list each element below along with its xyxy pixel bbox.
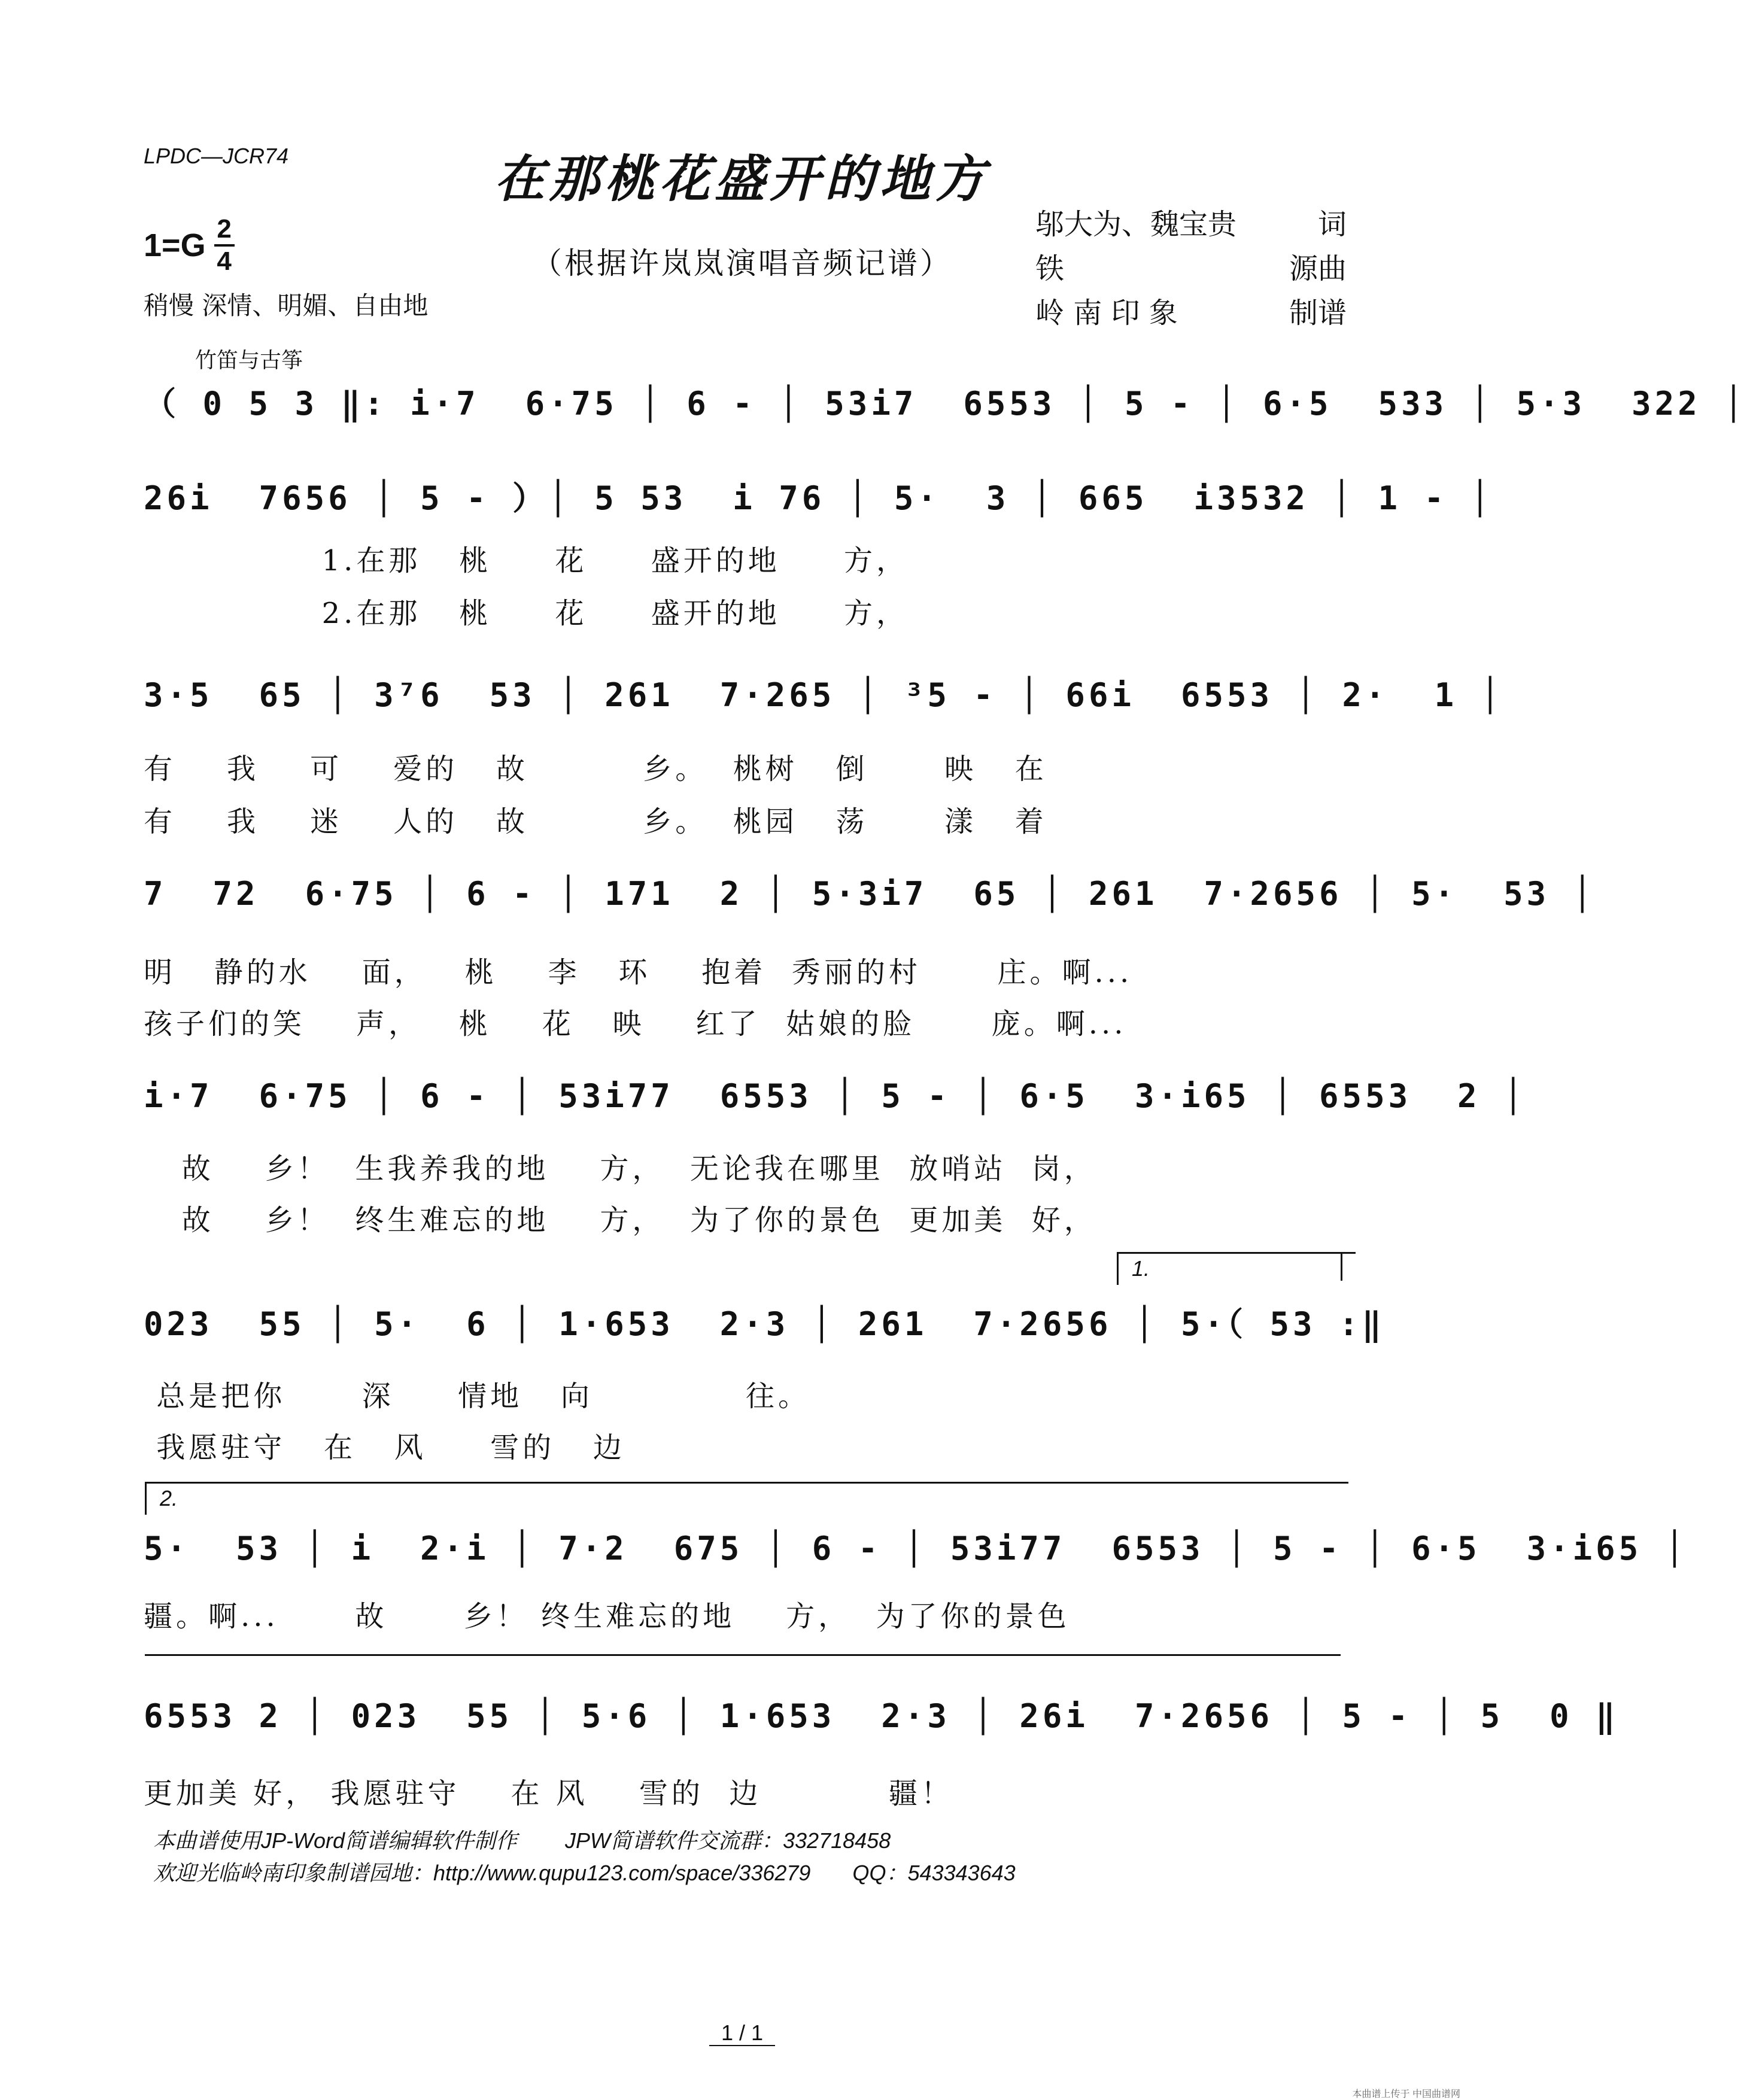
song-title: 在那桃花盛开的地方	[494, 149, 990, 208]
lyric-line: 明 静的水 面， 桃 李 环 抱着 秀丽的村 庄。啊...	[144, 956, 1133, 989]
credits	[1035, 202, 1347, 335]
page-number: 1 / 1	[0, 2020, 1484, 2046]
time-top: 2	[217, 214, 232, 244]
lyric-line: 1.在那 桃 花 盛开的地 方，	[144, 544, 909, 578]
instrument-label: 竹笛与古筝	[195, 348, 303, 373]
song-subtitle: （根据许岚岚演唱音频记谱）	[532, 246, 952, 281]
second-ending-extension	[145, 1654, 1341, 1656]
second-ending-bracket: 2.	[145, 1482, 1348, 1515]
time-bottom: 4	[217, 247, 232, 276]
lyric-line: 孩子们的笑 声， 桃 花 映 红了 姑娘的脸 庞。啊...	[144, 1007, 1127, 1041]
lyric-line: 有 我 可 爱的 故 乡。 桃树 倒 映 在	[144, 752, 1047, 786]
notation-row: 5· 53 │ i 2·i │ 7·2 675 │ 6 - │ 53i77 6553 │ 5 - │ 6·5 3·i65 │	[144, 1530, 1688, 1567]
time-signature	[214, 215, 235, 275]
first-ending-right-edge	[1341, 1252, 1342, 1281]
lyric-line: 更加美 好， 我愿驻守 在 风 雪的 边 疆！	[144, 1777, 953, 1810]
tempo-marking: 稍慢 深情、明媚、自由地	[144, 291, 429, 320]
upload-stamp: 本曲谱上传于 中国曲谱网	[1352, 2089, 1460, 2099]
notation-row: 3·5 65 │ 3⁷6 53 │ 261 7·265 │ ³5 - │ 66i 6553 │ 2· 1 │	[144, 676, 1504, 714]
notation-row: 26i 7656 │ 5 - ）│ 5 53 i 76 │ 5· 3 │ 665 i3532 │ 1 - │	[144, 479, 1494, 517]
notation-row: 6553 2 │ 023 55 │ 5·6 │ 1·653 2·3 │ 26i 7·2656 │ 5 - │ 5 0 ‖	[144, 1697, 1619, 1735]
lyric-line: 有 我 迷 人的 故 乡。 桃园 荡 漾 着	[144, 805, 1047, 838]
lyric-line: 故 乡！ 终生难忘的地 方， 为了你的景色 更加美 好，	[144, 1204, 1096, 1237]
notation-row: （ 0 5 3 ‖: i·7 6·75 │ 6 - │ 53i7 6553 │ 5 - │ 6·5 533 │ 5·3 322 │	[144, 385, 1747, 423]
lyric-line: 故 乡！ 生我养我的地 方， 无论我在哪里 放哨站 岗，	[144, 1152, 1096, 1186]
credit-lyricist: 邬大为、魏宝贵 词	[1035, 208, 1347, 241]
notation-row: 023 55 │ 5· 6 │ 1·653 2·3 │ 261 7·2656 │ 5·（ 53 :‖	[144, 1305, 1386, 1343]
key-signature	[144, 215, 235, 275]
notation-row: 7 72 6·75 │ 6 - │ 171 2 │ 5·3i7 65 │ 261 7·2656 │ 5· 53 │	[144, 875, 1596, 913]
footer-software-note: 本曲谱使用JP-Word简谱编辑软件制作 JPW简谱软件交流群：332718458	[153, 1828, 891, 1853]
lyric-line: 疆。啊... 故 乡！ 终生难忘的地 方， 为了你的景色	[144, 1600, 1070, 1633]
score-code: LPDC—JCR74	[144, 144, 289, 168]
lyric-line: 总是把你 深 情地 向 往。	[144, 1379, 810, 1413]
lyric-line: 我愿驻守 在 风 雪的 边	[144, 1431, 625, 1464]
key-label: 1=G	[144, 227, 206, 263]
first-ending-bracket: 1.	[1117, 1252, 1356, 1285]
lyric-line: 2.在那 桃 花 盛开的地 方，	[144, 597, 909, 630]
credit-composer: 铁 源曲	[1035, 252, 1347, 285]
notation-row: i·7 6·75 │ 6 - │ 53i77 6553 │ 5 - │ 6·5 3·i65 │ 6553 2 │	[144, 1077, 1527, 1115]
footer-website-note: 欢迎光临岭南印象制谱园地：http://www.qupu123.com/space/336279 QQ：543343643	[153, 1861, 1016, 1885]
credit-engraver: 岭 南 印 象 制谱	[1035, 296, 1347, 330]
